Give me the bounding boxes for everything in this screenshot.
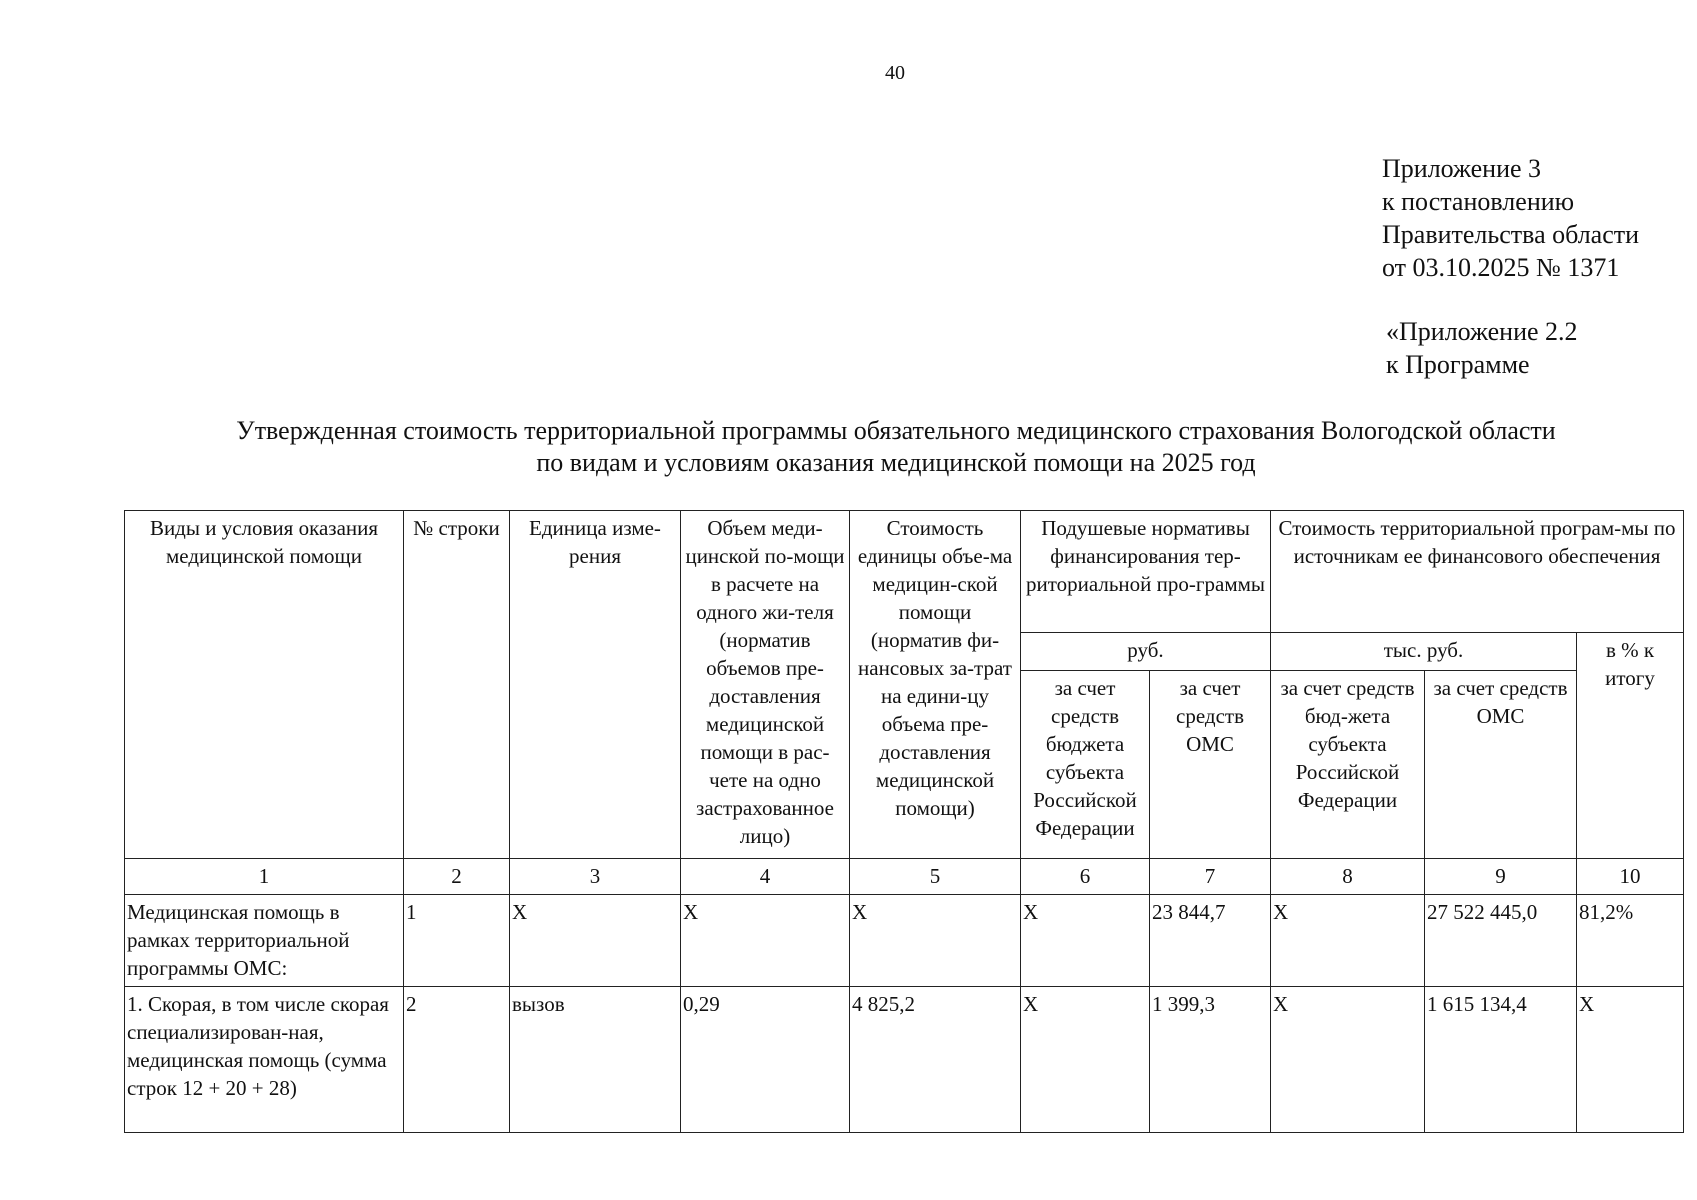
row-volume: 0,29 [681,987,850,1133]
table-row [125,895,1684,987]
header-cost-budget: за счет средств бюд-жета субъекта Российской Федерации [1271,671,1425,859]
appendix-block [1382,152,1639,284]
column-number: 1 [125,859,404,895]
header-percent-total: в % к итогу [1577,633,1684,859]
column-number: 5 [850,859,1021,895]
column-number: 6 [1021,859,1150,895]
header-unit: Единица изме-рения [510,511,681,859]
row-line-number: 2 [404,987,510,1133]
document-title-line-2: по видам и условиям оказания медицинской помощи на 2025 год [536,448,1256,477]
header-line-number: № строки [404,511,510,859]
program-appendix-line: «Приложение 2.2 [1386,317,1578,346]
header-volume: Объем меди-цинской по-мощи в расчете на одного жи-теля (норматив объемов пре-доставления медицинской помощи в рас-чете на одно застрахованное лицо) [681,511,850,859]
row-per-capita-budget: Х [1021,987,1150,1133]
header-care-type: Виды и условия оказания медицинской помощи [125,511,404,859]
header-rub: руб. [1021,633,1271,671]
row-cost-oms: 27 522 445,0 [1425,895,1577,987]
header-cost-oms: за счет средств ОМС [1425,671,1577,859]
row-unit-cost: 4 825,2 [850,987,1021,1133]
row-unit: вызов [510,987,681,1133]
cost-table [124,510,1684,1133]
row-per-capita-budget: Х [1021,895,1150,987]
row-unit-cost: Х [850,895,1021,987]
row-care-type: Медицинская помощь в рамках территориальной программы ОМС: [125,895,404,987]
row-per-capita-oms: 23 844,7 [1150,895,1271,987]
row-care-type: 1. Скорая, в том числе скорая специализирован-ная, медицинская помощь (сумма строк 12 + 20 + 28) [125,987,404,1133]
column-number: 4 [681,859,850,895]
row-line-number: 1 [404,895,510,987]
column-number: 10 [1577,859,1684,895]
appendix-line: к постановлению [1382,187,1575,216]
column-number: 3 [510,859,681,895]
row-percent: 81,2% [1577,895,1684,987]
appendix-line: Приложение 3 [1382,154,1542,183]
row-cost-budget: Х [1271,895,1425,987]
column-number: 2 [404,859,510,895]
column-number: 8 [1271,859,1425,895]
row-volume: Х [681,895,850,987]
document-title-line-1: Утвержденная стоимость территориальной программы обязательного медицинского страхования Вологодской области [236,416,1556,445]
program-appendix-line: к Программе [1386,350,1530,379]
column-number: 9 [1425,859,1577,895]
page-number: 40 [885,62,905,84]
appendix-line: от 03.10.2025 № 1371 [1382,253,1620,282]
row-unit: Х [510,895,681,987]
column-number: 7 [1150,859,1271,895]
row-per-capita-oms: 1 399,3 [1150,987,1271,1133]
header-per-capita-budget: за счет средств бюджета субъекта Российской Федерации [1021,671,1150,859]
header-per-capita-oms: за счет средств ОМС [1150,671,1271,859]
row-cost-budget: Х [1271,987,1425,1133]
row-percent: Х [1577,987,1684,1133]
header-cost-group: Стоимость территориальной програм-мы по источникам ее финансового обеспечения [1271,511,1684,633]
appendix-line: Правительства области [1382,220,1640,249]
row-cost-oms: 1 615 134,4 [1425,987,1577,1133]
header-thousand-rub: тыс. руб. [1271,633,1577,671]
program-appendix-block [1386,315,1578,381]
table-row [125,987,1684,1133]
header-unit-cost: Стоимость единицы объе-ма медицин-ской помощи (норматив фи-нансовых за-трат на едини-цу объема пре-доставления медицинской помощи) [850,511,1021,859]
document-title [120,415,1672,479]
header-per-capita-group: Подушевые нормативы финансирования тер-риториальной про-граммы [1021,511,1271,633]
